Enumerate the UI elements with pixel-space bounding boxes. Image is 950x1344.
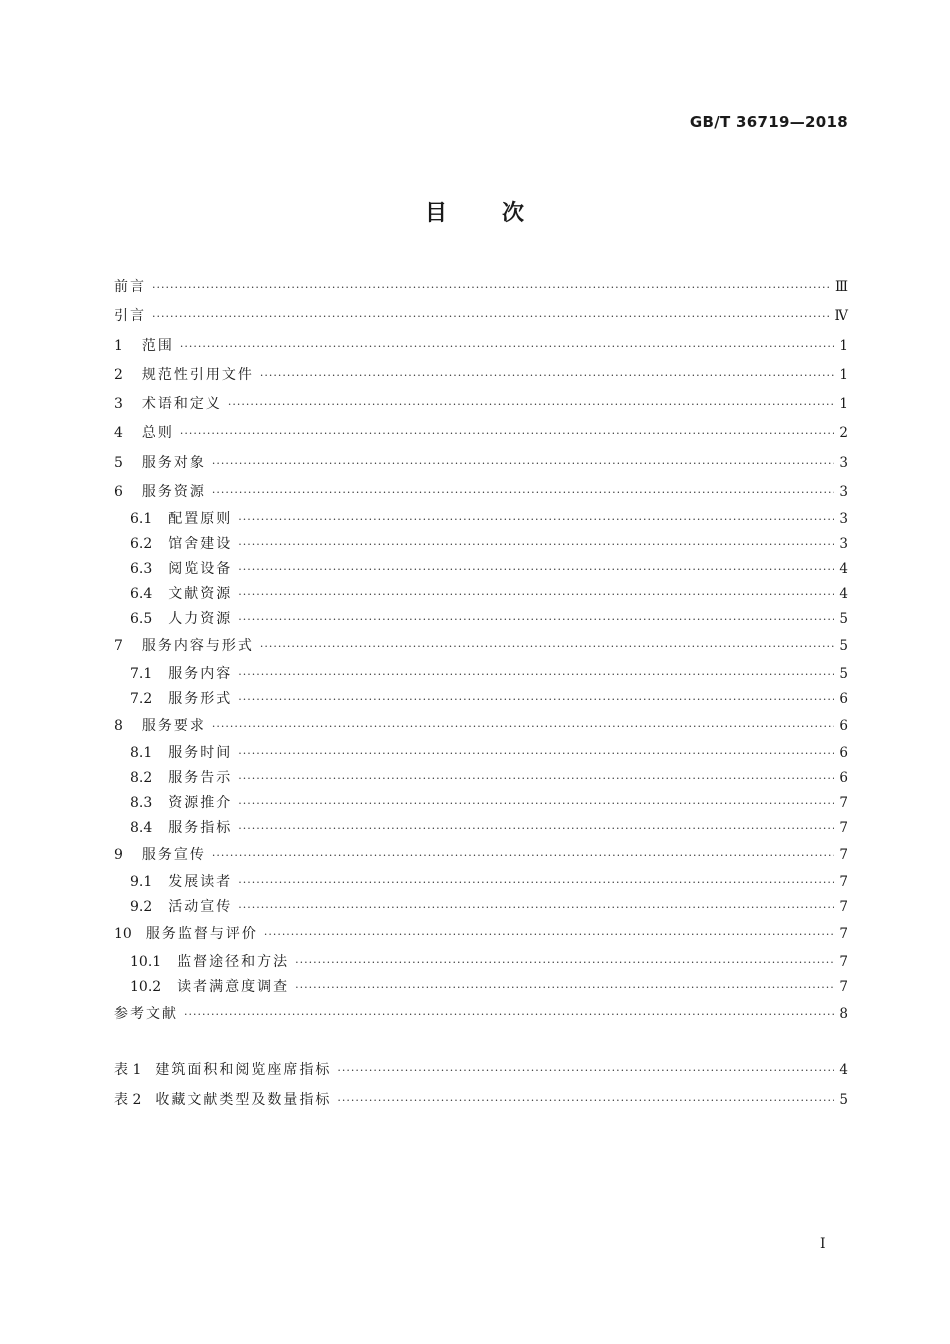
toc-entry[interactable] xyxy=(114,950,848,975)
toc-entry-page: 7 xyxy=(839,819,848,836)
toc-entry-page: 1 xyxy=(839,337,848,354)
list-of-tables xyxy=(114,1056,848,1115)
dot-leader xyxy=(264,920,834,949)
dot-leader xyxy=(238,582,834,607)
toc-entry[interactable] xyxy=(114,507,848,532)
toc-entry-number: 7.1 xyxy=(130,665,153,682)
table-of-contents xyxy=(114,273,848,1029)
page-title xyxy=(0,196,950,227)
standard-number: GB/T 36719—2018 xyxy=(689,113,848,131)
toc-entry-label: 读者满意度调查 xyxy=(177,978,290,995)
toc-entry[interactable] xyxy=(114,870,848,895)
dot-leader xyxy=(238,687,834,712)
dot-leader xyxy=(238,870,834,895)
toc-entry-number: 10 xyxy=(114,926,132,943)
toc-entry-label: 资源推介 xyxy=(168,794,233,811)
title-char-2: 次 xyxy=(502,201,526,226)
table-list-entry[interactable] xyxy=(114,1056,848,1086)
toc-entry-page: 5 xyxy=(839,638,848,655)
dot-leader xyxy=(180,332,834,361)
toc-entry-label: 发展读者 xyxy=(168,874,233,891)
toc-entry-number: 6.3 xyxy=(130,561,153,578)
dot-leader xyxy=(152,273,831,302)
dot-leader xyxy=(238,791,834,816)
toc-entry[interactable] xyxy=(114,741,848,766)
toc-entry-page: 3 xyxy=(839,511,848,528)
dot-leader xyxy=(238,741,834,766)
toc-entry-page: 6 xyxy=(839,744,848,761)
dot-leader xyxy=(212,478,834,507)
toc-entry[interactable] xyxy=(114,607,848,632)
toc-entry-label: 服务要求 xyxy=(141,717,206,734)
toc-entry-number: 5 xyxy=(114,454,123,471)
toc-entry-page: 6 xyxy=(839,769,848,786)
toc-entry[interactable] xyxy=(114,478,848,507)
toc-entry-page: 1 xyxy=(839,366,848,383)
toc-entry-label: 服务对象 xyxy=(141,454,206,471)
toc-entry-number: 6 xyxy=(114,484,123,501)
toc-entry-page: 7 xyxy=(839,846,848,863)
toc-entry[interactable] xyxy=(114,895,848,920)
toc-entry-page: 3 xyxy=(839,536,848,553)
toc-entry[interactable] xyxy=(114,766,848,791)
toc-entry-label: 服务内容 xyxy=(168,665,233,682)
toc-entry-label: 服务监督与评价 xyxy=(145,926,258,943)
toc-entry[interactable] xyxy=(114,975,848,1000)
dot-leader xyxy=(337,1056,834,1086)
toc-entry-label: 服务资源 xyxy=(141,484,206,501)
dot-leader xyxy=(260,632,834,661)
dot-leader xyxy=(238,507,834,532)
toc-entry-label: 服务时间 xyxy=(168,744,233,761)
dot-leader xyxy=(260,361,834,390)
toc-entry[interactable] xyxy=(114,662,848,687)
toc-entry-label: 参考文献 xyxy=(114,1005,178,1022)
dot-leader xyxy=(337,1086,834,1116)
toc-entry-number: 8.1 xyxy=(130,744,153,761)
toc-entry-number: 6.5 xyxy=(130,611,153,628)
toc-entry[interactable] xyxy=(114,816,848,841)
dot-leader xyxy=(212,449,834,478)
toc-entry-page: 6 xyxy=(839,690,848,707)
dot-leader xyxy=(238,532,834,557)
toc-entry[interactable] xyxy=(114,582,848,607)
dot-leader xyxy=(152,302,831,331)
toc-entry-number: 10.2 xyxy=(130,978,162,995)
dot-leader xyxy=(238,895,834,920)
page-number: Ⅰ xyxy=(820,1236,826,1252)
dot-leader xyxy=(228,390,834,419)
toc-entry-page: 2 xyxy=(839,425,848,442)
toc-entry-page: Ⅳ xyxy=(834,308,848,325)
dot-leader xyxy=(238,662,834,687)
toc-entry-page: 7 xyxy=(839,926,848,943)
toc-entry-label: 服务内容与形式 xyxy=(141,638,254,655)
toc-entry-number: 6.2 xyxy=(130,536,153,553)
toc-entry-number: 8.3 xyxy=(130,794,153,811)
toc-entry-page: 7 xyxy=(839,978,848,995)
table-list-number: 表 2 xyxy=(114,1091,142,1108)
toc-entry-label: 阅览设备 xyxy=(168,561,233,578)
dot-leader xyxy=(184,1000,834,1029)
table-list-label: 收藏文献类型及数量指标 xyxy=(155,1091,332,1108)
dot-leader xyxy=(212,712,834,741)
toc-entry-label: 服务宣传 xyxy=(141,846,206,863)
toc-entry-number: 9.2 xyxy=(130,899,153,916)
toc-entry-page: 3 xyxy=(839,484,848,501)
toc-entry-page: 5 xyxy=(839,611,848,628)
toc-entry-number: 7 xyxy=(114,638,123,655)
toc-entry[interactable] xyxy=(114,920,848,949)
table-list-entry[interactable] xyxy=(114,1086,848,1116)
toc-entry[interactable] xyxy=(114,302,848,331)
toc-entry-page: 1 xyxy=(839,396,848,413)
dot-leader xyxy=(238,607,834,632)
toc-entry-page: 7 xyxy=(839,794,848,811)
toc-entry[interactable] xyxy=(114,390,848,419)
toc-entry-number: 3 xyxy=(114,396,123,413)
toc-entry[interactable] xyxy=(114,361,848,390)
toc-entry[interactable] xyxy=(114,532,848,557)
toc-entry[interactable] xyxy=(114,557,848,582)
toc-entry-label: 监督途径和方法 xyxy=(177,953,290,970)
table-list-page: 4 xyxy=(839,1062,848,1078)
toc-entry-label: 总则 xyxy=(141,425,174,442)
toc-entry-number: 10.1 xyxy=(130,953,162,970)
toc-entry-page: 7 xyxy=(839,874,848,891)
dot-leader xyxy=(238,766,834,791)
dot-leader xyxy=(295,975,834,1000)
toc-entry-label: 引言 xyxy=(114,308,146,325)
toc-entry[interactable] xyxy=(114,632,848,661)
toc-entry-label: 服务形式 xyxy=(168,690,233,707)
toc-entry-page: 3 xyxy=(839,454,848,471)
toc-entry-page: 6 xyxy=(839,717,848,734)
dot-leader xyxy=(212,841,834,870)
toc-entry-page: 7 xyxy=(839,953,848,970)
toc-entry-label: 术语和定义 xyxy=(141,396,222,413)
toc-entry-page: 5 xyxy=(839,665,848,682)
toc-entry-number: 1 xyxy=(114,337,123,354)
toc-entry-label: 人力资源 xyxy=(168,611,233,628)
dot-leader xyxy=(238,557,834,582)
toc-entry-page: 7 xyxy=(839,899,848,916)
toc-entry-page: 8 xyxy=(839,1005,848,1022)
table-list-number: 表 1 xyxy=(114,1062,142,1078)
toc-entry-page: 4 xyxy=(839,586,848,603)
dot-leader xyxy=(238,816,834,841)
toc-entry[interactable] xyxy=(114,332,848,361)
title-char-1: 目 xyxy=(424,201,448,226)
toc-entry-number: 7.2 xyxy=(130,690,153,707)
toc-entry[interactable] xyxy=(114,419,848,448)
toc-entry-number: 9 xyxy=(114,846,123,863)
toc-entry-label: 服务指标 xyxy=(168,819,233,836)
toc-entry-number: 9.1 xyxy=(130,874,153,891)
dot-leader xyxy=(180,419,834,448)
toc-entry-page: 4 xyxy=(839,561,848,578)
toc-entry-label: 馆舍建设 xyxy=(168,536,233,553)
toc-entry[interactable] xyxy=(114,841,848,870)
toc-entry[interactable] xyxy=(114,273,848,302)
toc-entry-page: Ⅲ xyxy=(834,279,848,295)
toc-entry-label: 活动宣传 xyxy=(168,899,233,916)
toc-entry-label: 前言 xyxy=(114,279,146,295)
toc-entry[interactable] xyxy=(114,687,848,712)
toc-entry-number: 8.2 xyxy=(130,769,153,786)
toc-entry-label: 规范性引用文件 xyxy=(141,366,254,383)
toc-entry[interactable] xyxy=(114,791,848,816)
toc-entry[interactable] xyxy=(114,712,848,741)
toc-entry-number: 8.4 xyxy=(130,819,153,836)
toc-entry-number: 4 xyxy=(114,425,123,442)
toc-entry-label: 配置原则 xyxy=(168,511,233,528)
toc-entry-label: 范围 xyxy=(141,337,174,354)
toc-entry[interactable] xyxy=(114,449,848,478)
dot-leader xyxy=(295,950,834,975)
toc-entry-number: 8 xyxy=(114,717,123,734)
toc-entry-number: 6.4 xyxy=(130,586,153,603)
toc-entry-number: 6.1 xyxy=(130,511,153,528)
toc-entry-number: 2 xyxy=(114,366,123,383)
toc-entry[interactable] xyxy=(114,1000,848,1029)
toc-entry-label: 文献资源 xyxy=(168,586,233,603)
table-list-label: 建筑面积和阅览座席指标 xyxy=(155,1062,332,1078)
toc-entry-label: 服务告示 xyxy=(168,769,233,786)
table-list-page: 5 xyxy=(839,1091,848,1108)
